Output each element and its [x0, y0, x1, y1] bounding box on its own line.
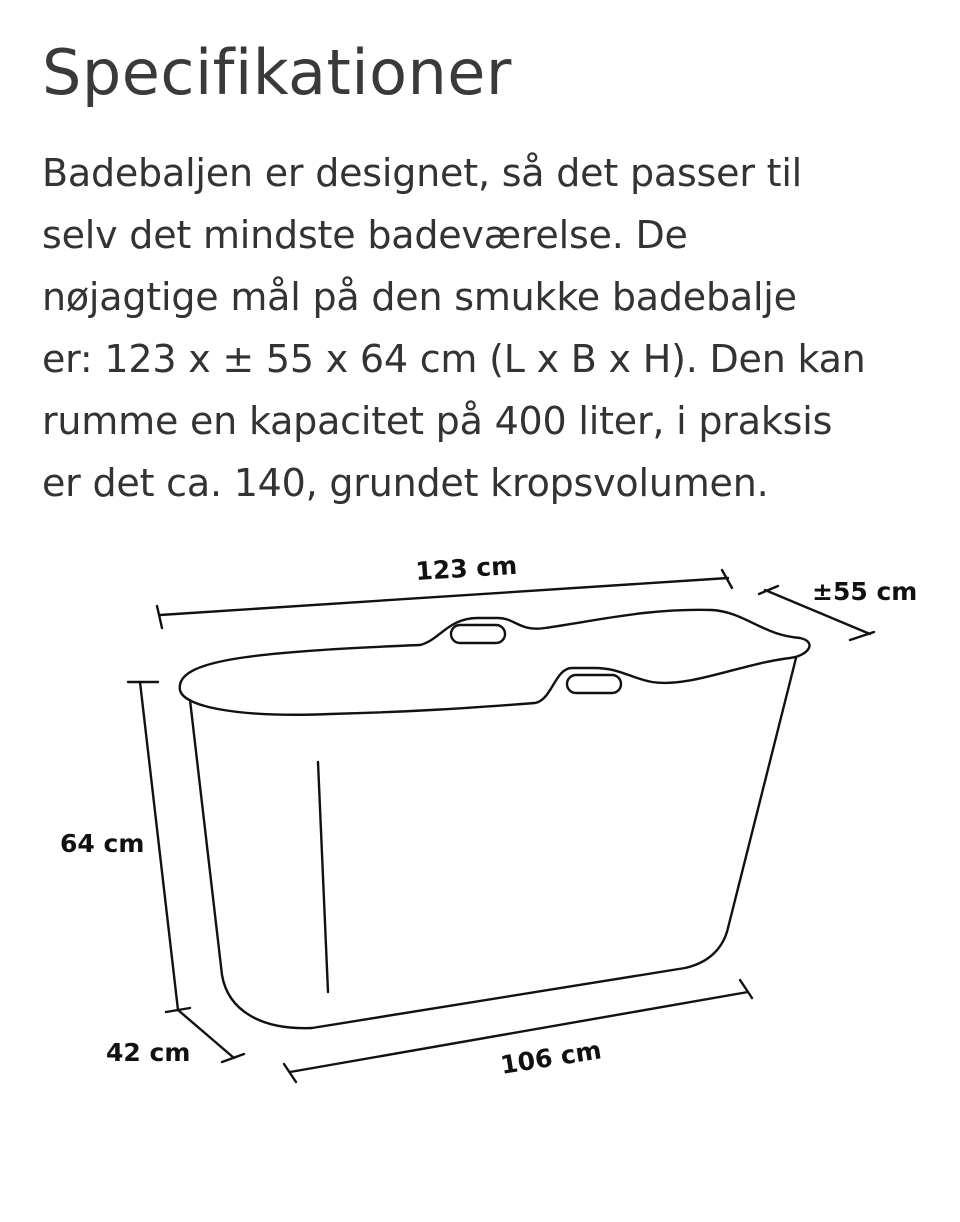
tub-left-side	[190, 700, 312, 1028]
description-line: selv det mindste badeværelse. De	[42, 213, 688, 257]
description-line: nøjagtige mål på den smukke badebalje	[42, 275, 797, 319]
bathtub-dimension-diagram	[0, 530, 960, 1110]
description-line: Badebaljen er designet, så det passer til	[42, 151, 803, 195]
label-top-length: 123 cm	[414, 550, 518, 586]
label-top-width: ±55 cm	[812, 577, 918, 606]
tub-right-side	[728, 658, 796, 928]
dimension-line-height	[140, 682, 178, 1010]
page-title: Specifikationer	[42, 36, 512, 109]
description-text	[42, 142, 922, 514]
description-line: er: 123 x ± 55 x 64 cm (L x B x H). Den kan	[42, 337, 866, 381]
handle-hole-front	[567, 675, 621, 693]
tub-seam-line	[318, 762, 328, 992]
label-bottom-length: 106 cm	[498, 1035, 604, 1080]
description-line: er det ca. 140, grundet kropsvolumen.	[42, 461, 769, 505]
handle-hole-back	[451, 625, 505, 643]
description-line: rumme en kapacitet på 400 liter, i praksis	[42, 399, 833, 443]
label-height: 64 cm	[60, 829, 145, 858]
label-bottom-depth: 42 cm	[106, 1038, 191, 1067]
tub-bottom-edge	[312, 928, 728, 1028]
